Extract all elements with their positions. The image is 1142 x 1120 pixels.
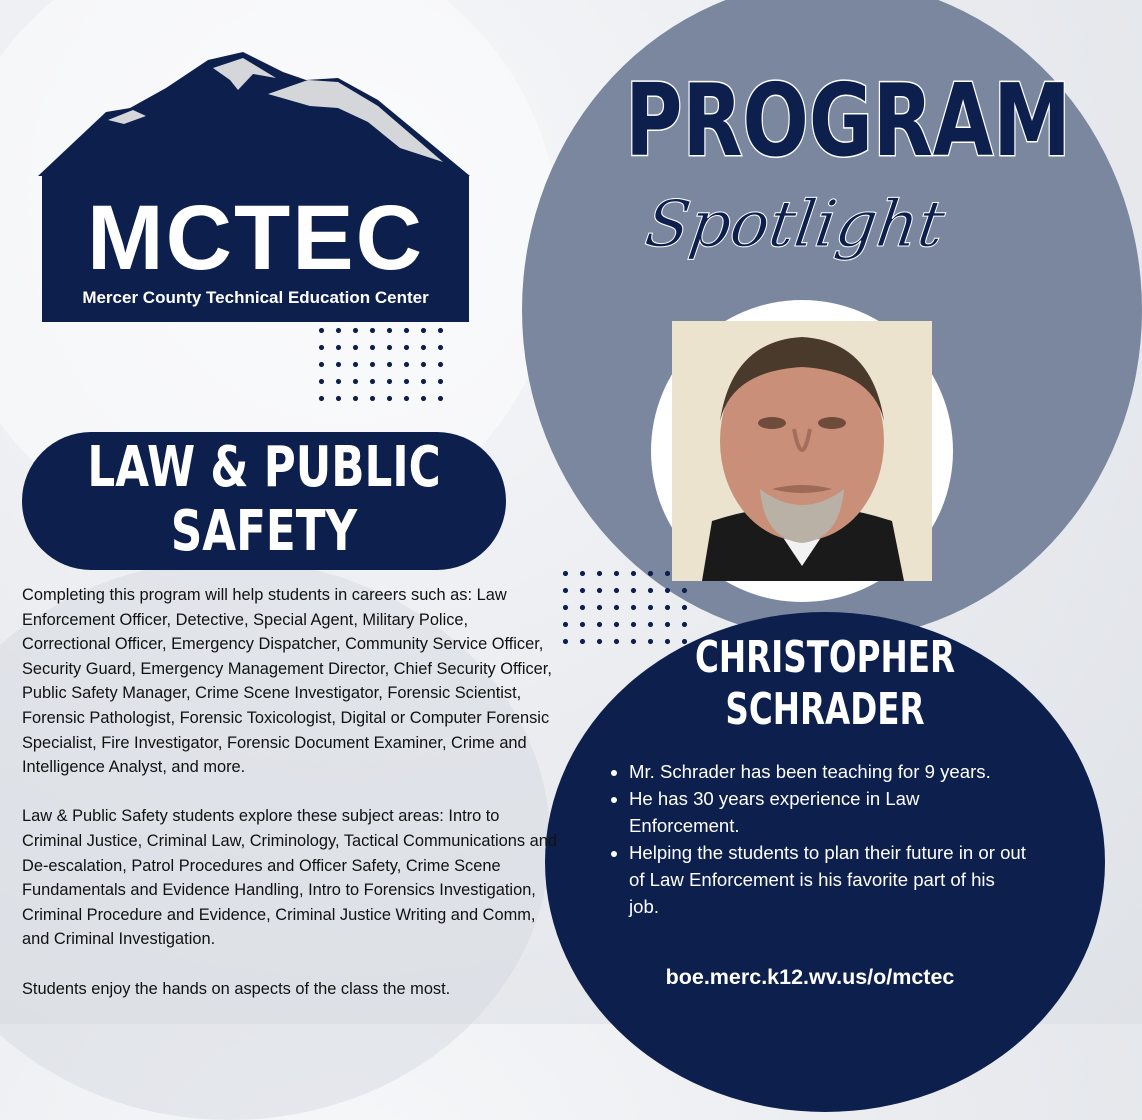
logo-acronym: MCTEC xyxy=(86,187,425,289)
teacher-photo xyxy=(672,321,932,581)
list-item: • He has 30 years experience in Law Enforcement. xyxy=(629,785,1029,839)
website-url: boe.merc.k12.wv.us/o/mctec xyxy=(665,965,955,989)
mountain-logo-icon xyxy=(38,50,470,180)
teacher-last-name: SCHRADER xyxy=(725,684,925,735)
program-name-line1: LAW & PUBLIC xyxy=(87,435,441,500)
logo-wordmark xyxy=(42,176,469,322)
teacher-facts-list xyxy=(600,758,1029,920)
teacher-portrait-icon xyxy=(672,321,932,581)
program-name-banner xyxy=(22,432,506,570)
teacher-first-name: CHRISTOPHER xyxy=(694,632,956,683)
spotlight-subtitle: Spotlight xyxy=(640,188,950,262)
dot-pattern xyxy=(313,322,449,407)
enjoyment-paragraph: Students enjoy the hands on aspects of the class the most. xyxy=(22,979,451,998)
list-item: • Mr. Schrader has been teaching for 9 years. xyxy=(629,758,1029,785)
program-description xyxy=(22,583,557,1026)
program-title: PROGRAM xyxy=(625,62,1071,179)
teacher-name xyxy=(640,632,1010,736)
logo-full-name: Mercer County Technical Education Center xyxy=(82,288,429,307)
program-name-line2: SAFETY xyxy=(170,499,358,564)
subjects-paragraph: Law & Public Safety students explore these subject areas: Intro to Criminal Justice, Criminal Law, Criminology, Tactical Communications and De-escalation, Patrol Procedures and Officer Safety, Crime Scene Fundamentals and Evidence Handling, Intro to Forensics Investigation, Criminal Procedure and Evidence, Criminal Justice Writing and Comm, and Criminal Investigation. xyxy=(22,807,558,949)
list-item: • Helping the students to plan their future in or out of Law Enforcement is his favorite part of his job. xyxy=(629,839,1029,920)
careers-paragraph: Completing this program will help students in careers such as: Law Enforcement Officer, Detective, Special Agent, Military Police, Correctional Officer, Emergency Dispatcher, Community Service Officer, Security Guard, Emergency Management Director, Chief Security Officer, Public Safety Manager, Crime Scene Investigator, Forensic Scientist, Forensic Pathologist, Forensic Toxicologist, Digital or Computer Forensic Specialist, Fire Investigator, Forensic Document Examiner, Crime and Intelligence Analyst, and more. xyxy=(22,586,552,777)
